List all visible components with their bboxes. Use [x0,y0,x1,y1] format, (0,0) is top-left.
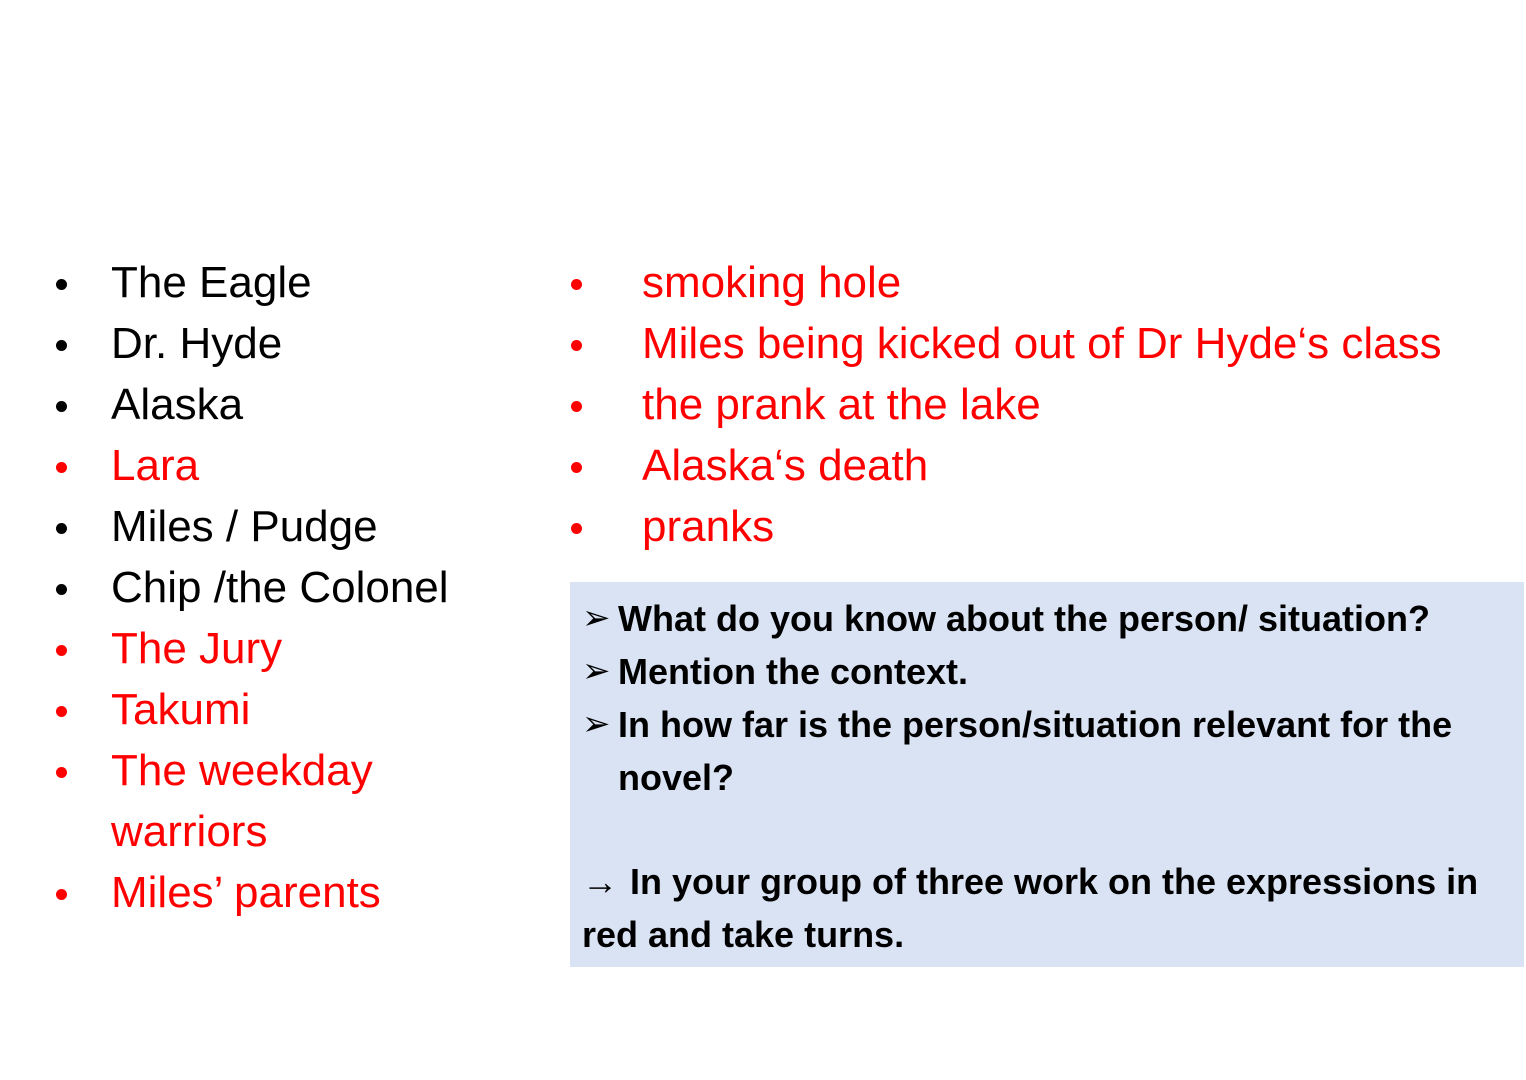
bullet-icon [56,706,67,717]
question-text: Mention the context. [618,651,968,692]
list-item-text: Dr. Hyde [111,319,283,368]
list-item-text: the prank at the lake [642,380,1041,429]
instruction [582,855,1514,961]
instruction-text: In your group of three work on the expressions in red and take turns. [582,861,1479,955]
list-item-text: The Eagle [111,258,312,307]
list-item-text: Alaska [111,380,244,429]
bullet-icon [56,889,67,900]
list-item [0,862,520,923]
bullet-icon [571,340,582,351]
list-item-text: Miles / Pudge [111,502,378,551]
list-item-text: The Jury [111,624,283,673]
question-item [582,645,1514,698]
task-box [570,582,1524,967]
list-item [0,496,1526,557]
arrowhead-bullet-icon: ➢ [582,652,611,690]
situations-list [0,252,1526,557]
list-item [0,557,520,618]
list-item [0,740,411,862]
list-item [0,679,520,740]
list-item-text: Lara [111,441,200,490]
list-item [0,435,1526,496]
question-text: In how far is the person/situation relevant for the novel? [618,704,1453,798]
list-item [0,374,1526,435]
list-item-text: Miles being kicked out of Dr Hyde‘s class [642,319,1442,368]
list-item-text: The weekday warriors [111,746,373,856]
arrowhead-bullet-icon: ➢ [582,705,611,743]
list-item [0,252,1526,313]
bullet-icon [56,584,67,595]
arrowhead-bullet-icon: ➢ [582,599,611,637]
question-item [582,698,1514,804]
bullet-icon [56,767,67,778]
list-item [0,618,520,679]
list-item [0,313,1526,374]
question-text: What do you know about the person/ situation? [618,598,1430,639]
arrow-right-icon: → [582,861,618,902]
list-item-text: Chip /the Colonel [111,563,449,612]
list-item-text: pranks [642,502,775,551]
question-list [582,592,1514,804]
list-item-text: Alaska‘s death [642,441,929,490]
bullet-icon [571,279,582,290]
bullet-icon [56,645,67,656]
bullet-icon [571,523,582,534]
question-item [582,592,1514,645]
bullet-icon [571,462,582,473]
bullet-icon [571,401,582,412]
list-item-text: smoking hole [642,258,902,307]
list-item-text: Takumi [111,685,251,734]
list-item-text: Miles’ parents [111,868,381,917]
